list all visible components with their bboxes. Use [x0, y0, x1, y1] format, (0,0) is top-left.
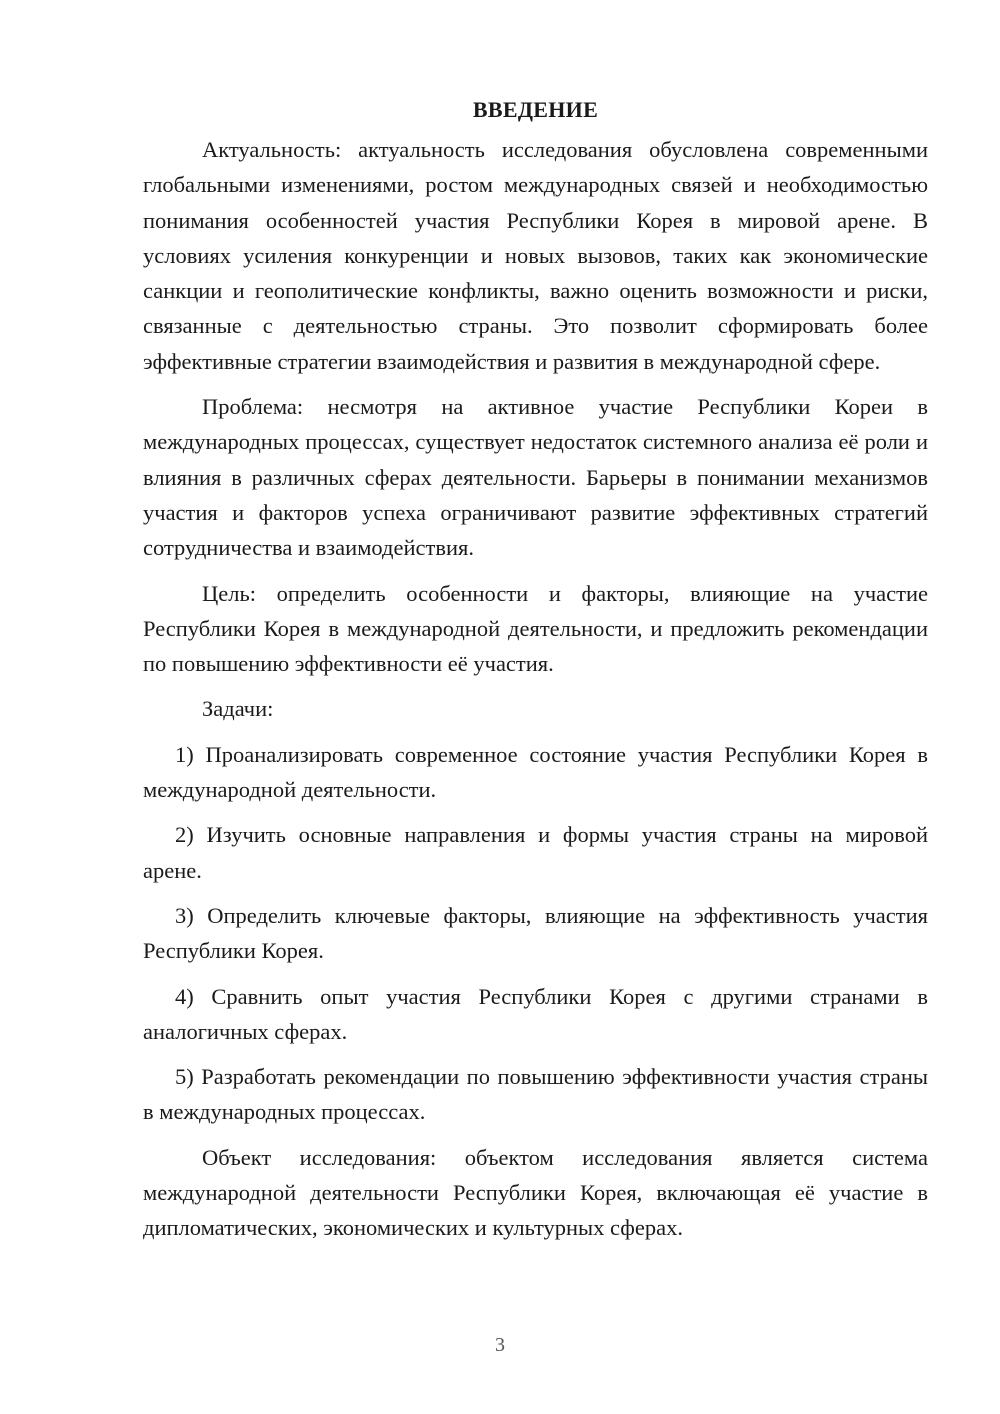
goal-paragraph: Цель: определить особенности и факторы, влияющие на участие Республики Корея в международной деятельности, и предложить рекомендации по повышению эффективности её участия.: [143, 580, 928, 677]
relevance-paragraph: Актуальность: актуальность исследования обусловлена современными глобальными изменениями, ростом международных связей и необходимостью понимания особенностей участия Республики Корея в мировой арене. В условиях усиления конкуренции и новых вызовов, таких как экономические санкции и геополитические конфликты, важно оценить возможности и риски, связанные с деятельностью страны. Это позволит сформировать более эффективные стратегии взаимодействия и развития в международной сфере.: [143, 137, 928, 374]
section-heading: ВВЕДЕНИЕ: [472, 97, 599, 122]
task-item-2: 2) Изучить основные направления и формы участия страны на мировой арене.: [143, 822, 928, 883]
object-paragraph: Объект исследования: объектом исследования является система международной деятельности Республики Корея, включающая её участие в дипломатических, экономических и культурных сферах.: [143, 1144, 928, 1241]
task-item-1: 1) Проанализировать современное состояние участия Республики Корея в международной деятельности.: [143, 741, 928, 803]
tasks-label: Задачи:: [202, 696, 274, 722]
document-page: [143, 94, 928, 1246]
page-number: 3: [495, 1334, 505, 1356]
problem-paragraph: Проблема: несмотря на активное участие Республики Кореи в международных процессах, существует недостаток системного анализа её роли и влияния в различных сферах деятельности. Барьеры в понимании механизмов участия и факторов успеха ограничивают развитие эффективных стратегий сотрудничества и взаимодействия.: [143, 394, 928, 561]
task-item-5: 5) Разработать рекомендации по повышению эффективности участия страны в международных процессах.: [143, 1064, 928, 1125]
task-item-3: 3) Определить ключевые факторы, влияющие на эффективность участия Республики Корея.: [143, 902, 928, 964]
task-item-4: 4) Сравнить опыт участия Республики Корея с другими странами в аналогичных сферах.: [143, 983, 928, 1044]
